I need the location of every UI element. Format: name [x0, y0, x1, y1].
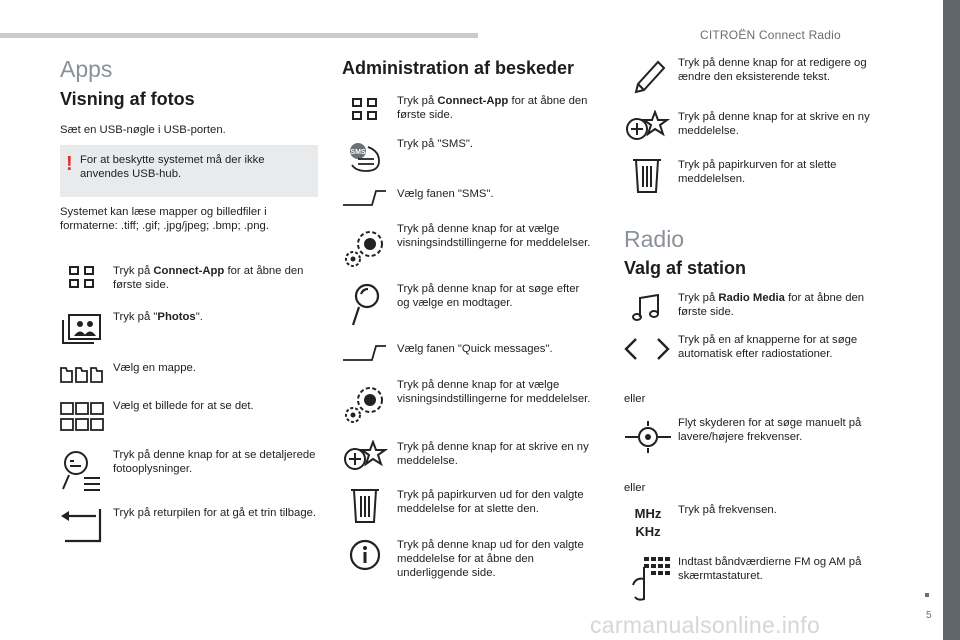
- heading-station: Valg af station: [624, 258, 747, 278]
- warning-note: [60, 145, 318, 197]
- return-arrow-icon: [60, 508, 104, 544]
- list-item-text: Tryk på denne knap for at se detaljerede fotooplysninger.: [113, 449, 316, 475]
- section-title-radio: Radio: [624, 226, 685, 252]
- chevrons-icon: [624, 337, 672, 361]
- header-rule: [0, 33, 478, 38]
- khz-label: KHz: [635, 524, 661, 539]
- search-icon: [350, 282, 384, 328]
- list-item-text: Tryk på returpilen for at gå et trin tilbage.: [113, 507, 317, 519]
- list-item-text: Tryk på denne knap for at vælge visningsindstillingerne for meddelelser.: [397, 379, 591, 405]
- list-item-text: Tryk på papirkurven for at slette meddelelsen.: [678, 159, 837, 185]
- list-item-text: Tryk på Radio Media for at åbne den første side.: [678, 292, 865, 318]
- list-item-text: Flyt skyderen for at søge manuelt på lavere/højere frekvenser.: [678, 417, 862, 443]
- formats-line-2: formaterne: .tiff; .gif; .jpg/jpeg; .bmp; .png.: [60, 220, 269, 232]
- list-item-text: Tryk på denne knap ud for den valgte meddelelse for at åbne den underliggende side.: [397, 539, 584, 579]
- formats-line-1: Systemet kan læse mapper og billedfiler i: [60, 206, 267, 218]
- list-item-text: Vælg en mappe.: [113, 362, 196, 374]
- page-dot: [925, 593, 929, 597]
- list-item-text: Vælg fanen "Quick messages".: [397, 343, 553, 355]
- watermark: carmanualsonline.info: [590, 612, 821, 638]
- list-item-text: Tryk på denne knap for at søge efter og vælge en modtager.: [397, 283, 580, 309]
- list-item-text: Tryk på denne knap for at skrive en ny meddelelse.: [397, 441, 589, 467]
- slider-icon: [624, 420, 672, 454]
- pencil-icon: [632, 58, 666, 96]
- search-details-icon: [60, 448, 102, 492]
- page-number: 5: [926, 610, 932, 621]
- grid-apps-icon: [352, 98, 378, 122]
- list-item-text: Vælg et billede for at se det.: [113, 400, 254, 412]
- list-item-text: Vælg fanen "SMS".: [397, 188, 494, 200]
- list-item-text: Tryk på denne knap for at vælge visningsindstillingerne for meddelelser.: [397, 223, 591, 249]
- warning-mark: !: [66, 153, 73, 175]
- photos-icon: [62, 312, 102, 346]
- tab-icon: [342, 344, 388, 362]
- intro-text: Sæt en USB-nøgle i USB-porten.: [60, 124, 226, 136]
- heading-photos: Visning af fotos: [60, 89, 195, 109]
- settings-gears-icon: [344, 382, 386, 426]
- list-item-text: Tryk på Connect-App for at åbne den første side.: [397, 95, 588, 121]
- heading-messages: Administration af beskeder: [342, 58, 575, 78]
- list-item-text: Tryk på "Photos".: [113, 311, 203, 323]
- or-text: eller: [624, 482, 646, 494]
- list-item-text: Tryk på denne knap for at skrive en ny meddelelse.: [678, 111, 870, 137]
- mhz-label: MHz: [634, 506, 662, 521]
- info-icon: [348, 538, 382, 572]
- sms-icon: [346, 141, 382, 175]
- or-text: eller: [624, 393, 646, 405]
- side-bar: [943, 0, 960, 640]
- list-item-text: Tryk på papirkurven ud for den valgte meddelelse for at slette den.: [397, 489, 584, 515]
- add-star-icon: [342, 440, 388, 472]
- list-item-text: Tryk på frekvensen.: [678, 504, 777, 516]
- tab-icon: [342, 189, 388, 207]
- settings-gears-icon: [344, 226, 386, 270]
- keypad-icon: [630, 555, 672, 603]
- list-item-text: Tryk på Connect-App for at åbne den første side.: [113, 265, 304, 291]
- list-item-text: Tryk på "SMS".: [397, 138, 474, 150]
- trash-icon: [632, 158, 662, 194]
- list-item-text: Tryk på en af knapperne for at søge automatisk efter radiostationer.: [678, 334, 858, 360]
- folders-row-icon: [60, 366, 104, 384]
- section-title-apps: Apps: [60, 56, 113, 82]
- list-item-text: Tryk på denne knap for at redigere og ændre den eksisterende tekst.: [678, 57, 867, 83]
- image-grid-icon: [60, 402, 104, 432]
- frequency-icon: [632, 506, 664, 540]
- warning-text: For at beskytte systemet må der ikke anvendes USB-hub.: [80, 154, 265, 180]
- music-note-icon: [632, 293, 662, 323]
- trash-icon: [350, 488, 380, 524]
- sms-badge-text: SMS: [350, 149, 366, 156]
- page-header: CITROËN Connect Radio: [700, 28, 841, 42]
- add-star-icon: [624, 110, 670, 142]
- list-item-text: Indtast båndværdierne FM og AM på skærmtastaturet.: [678, 556, 862, 582]
- grid-apps-icon: [69, 266, 95, 290]
